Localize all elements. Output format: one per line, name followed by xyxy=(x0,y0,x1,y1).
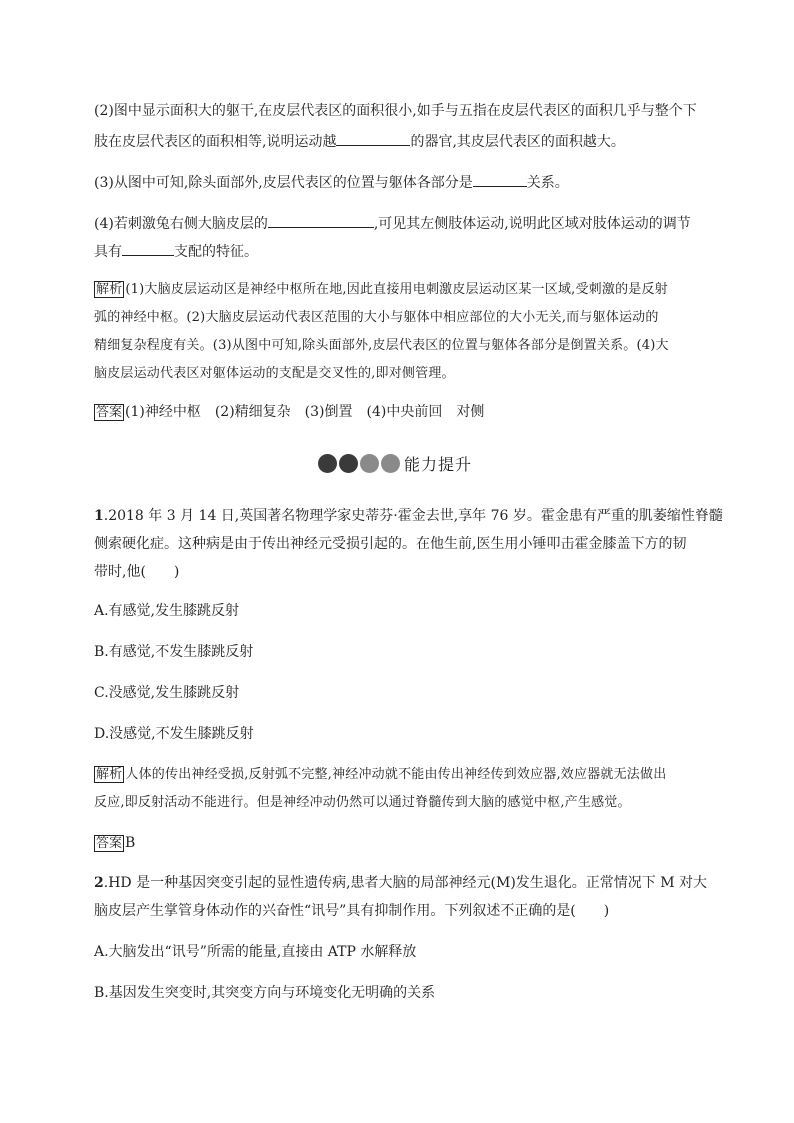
q1-stem-line2: 侧索硬化症。这种病是由于传出神经元受损引起的。在他生前,医生用小锤叩击霍金膝盖下方的韧 xyxy=(94,536,687,552)
q2-option-a[interactable]: A.大脑发出“讯号”所需的能量,直接由 ATP 水解释放 xyxy=(94,944,417,960)
analysis-tag: 解析 xyxy=(96,767,123,782)
heading-dot-icon xyxy=(381,454,400,473)
q1-option-d[interactable]: D.没感觉,不发生膝跳反射 xyxy=(94,726,254,742)
q1-option-c[interactable]: C.没感觉,发生膝跳反射 xyxy=(94,685,240,701)
q1-analysis-line1: 解析 人体的传出神经受损,反射弧不完整,神经冲动就不能由传出神经传到效应器,效应器就无法做出 xyxy=(96,767,667,782)
answer-tag: 答案 xyxy=(96,405,123,420)
section-heading xyxy=(318,452,472,474)
answer-blank[interactable] xyxy=(336,131,410,146)
answer-blank[interactable] xyxy=(473,172,527,187)
q1-analysis-line2: 反应,即反射活动不能进行。但是神经冲动仍然可以通过脊髓传到大脑的感觉中枢,产生感觉。 xyxy=(94,795,631,810)
answer-blank[interactable] xyxy=(122,241,174,256)
q4-part3: (3)从图中可知,除头面部外,皮层代表区的位置与躯体各部分是 关系。 xyxy=(94,172,714,192)
q1-stem-line1: 1.2018 年 3 月 14 日,英国著名物理学家史蒂芬·霍金去世,享年 76 岁。霍金患有严重的肌萎缩性脊髓 xyxy=(94,508,723,524)
q2-option-b[interactable]: B.基因发生突变时,其突变方向与环境变化无明确的关系 xyxy=(94,985,436,1001)
answer-blank[interactable] xyxy=(268,213,374,228)
heading-dot-icon xyxy=(360,454,379,473)
heading-dot-icon xyxy=(339,454,358,473)
q2-stem-line1: 2.HD 是一种基因突变引起的显性遗传病,患者大脑的局部神经元(M)发生退化。正常情况下 M 对大 xyxy=(94,875,708,891)
q4-analysis-line3: 精细复杂程度有关。(3)从图中可知,除头面部外,皮层代表区的位置与躯体各部分是倒置关系。(4)大 xyxy=(94,338,669,353)
q1-option-b[interactable]: B.有感觉,不发生膝跳反射 xyxy=(94,644,254,660)
analysis-tag: 解析 xyxy=(96,282,123,297)
q4-part4-line2: 具有 支配的特征。 xyxy=(94,241,714,261)
q1-number: 1 xyxy=(94,508,104,524)
q2-stem-line2: 脑皮层产生掌管身体动作的兴奋性“讯号”具有抑制作用。下列叙述不正确的是( ) xyxy=(94,903,610,919)
q4-part4-line1: (4)若刺激兔右侧大脑皮层的 ,可见其左侧肢体运动,说明此区域对肢体运动的调节 xyxy=(94,213,714,233)
heading-dot-icon xyxy=(318,454,337,473)
answer-tag: 答案 xyxy=(96,836,123,851)
q4-part2-line2: 肢在皮层代表区的面积相等,说明运动越 的器官,其皮层代表区的面积越大。 xyxy=(94,131,714,151)
q1-option-a[interactable]: A.有感觉,发生膝跳反射 xyxy=(94,603,240,619)
q4-analysis-line1: 解析 (1)大脑皮层运动区是神经中枢所在地,因此直接用电刺激皮层运动区某一区域,受刺激的是反射 xyxy=(96,282,668,297)
q4-analysis-line4: 脑皮层运动代表区对躯体运动的支配是交叉性的,即对侧管理。 xyxy=(94,366,455,381)
q4-part2-line1: (2)图中显示面积大的躯干,在皮层代表区的面积很小,如手与五指在皮层代表区的面积几乎与整个下 xyxy=(94,103,697,119)
q4-analysis-line2: 弧的神经中枢。(2)大脑皮层运动代表区范围的大小与躯体中相应部位的大小无关,而与躯体运动的 xyxy=(94,310,659,325)
section-title: 能力提升 xyxy=(404,454,473,474)
q2-number: 2 xyxy=(94,875,104,891)
q4-answer: 答案 (1)神经中枢 (2)精细复杂 (3)倒置 (4)中央前回 对侧 xyxy=(96,404,485,420)
q1-answer: 答案 B xyxy=(96,835,136,851)
q1-stem-line3: 带时,他( ) xyxy=(94,564,180,580)
